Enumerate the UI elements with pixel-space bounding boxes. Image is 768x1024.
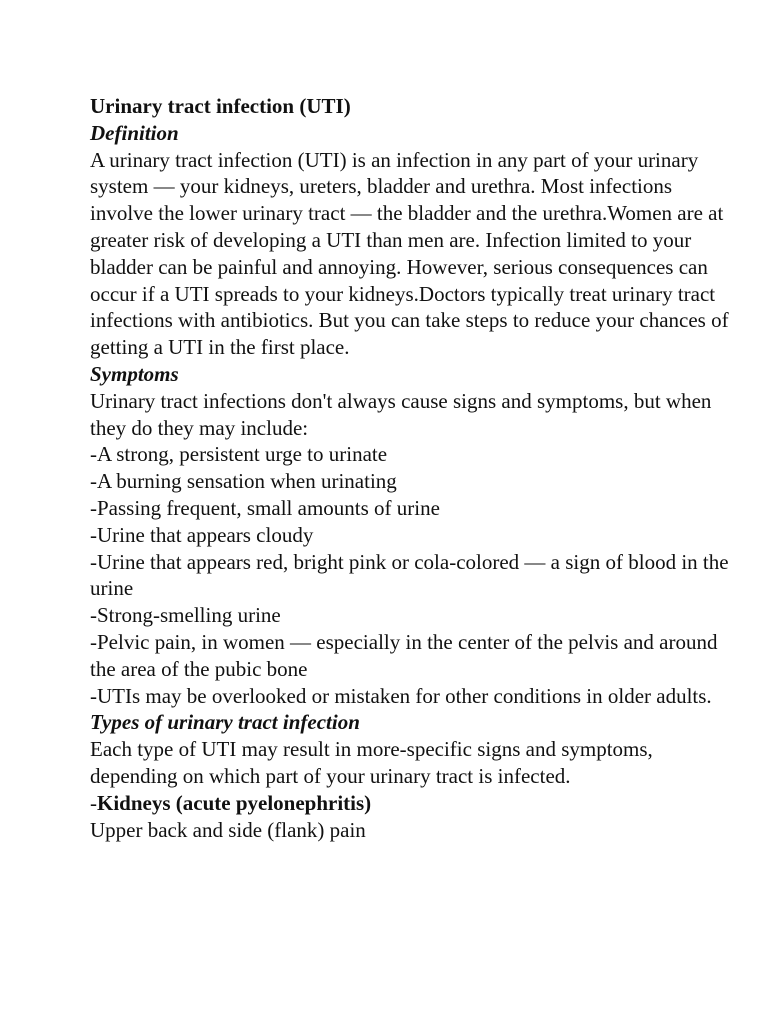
kidneys-label: Kidneys (acute pyelonephritis) — [97, 790, 372, 815]
symptom-item: -Urine that appears red, bright pink or cola-colored — a sign of blood in the urine — [90, 549, 729, 601]
symptoms-intro: Urinary tract infections don't always cause signs and symptoms, but when they do they may include: — [90, 388, 712, 440]
kidneys-symptom-text: Upper back and side (flank) pain — [90, 817, 366, 842]
document-title: Urinary tract infection (UTI) — [90, 94, 351, 118]
symptom-item: -Passing frequent, small amounts of urine — [90, 495, 440, 520]
definition-heading: Definition — [90, 120, 179, 145]
types-heading: Types of urinary tract infection — [90, 710, 360, 735]
symptoms-heading: Symptoms — [90, 361, 179, 386]
symptom-item: -Strong-smelling urine — [90, 603, 281, 628]
symptom-item: -Urine that appears cloudy — [90, 522, 314, 547]
definition-paragraph: A urinary tract infection (UTI) is an infection in any part of your urinary system — your kidneys, ureters, bladder and urethra. Most infections involve the lower urinary tract — the bladder and the urethra.Women are at greater risk of developing a UTI than men are. Infection limited to your bladder can be painful and annoying. However, serious consequences can occur if a UTI spreads to your kidneys.Doctors typically treat urinary tract infections with antibiotics. But you can take steps to reduce your chances of getting a UTI in the first place. — [90, 147, 729, 360]
symptom-item: -UTIs may be overlooked or mistaken for other conditions in older adults. — [90, 683, 712, 708]
symptom-item: -A burning sensation when urinating — [90, 469, 397, 494]
symptom-item: -A strong, persistent urge to urinate — [90, 442, 388, 467]
types-intro: Each type of UTI may result in more-specific signs and symptoms, depending on which part of your urinary tract is infected. — [90, 737, 653, 788]
symptom-item: -Pelvic pain, in women — especially in the center of the pelvis and around the area of the pubic bone — [90, 629, 718, 681]
kidneys-subheading — [90, 790, 730, 817]
document-page — [90, 93, 730, 843]
kidneys-dash: - — [90, 790, 97, 815]
